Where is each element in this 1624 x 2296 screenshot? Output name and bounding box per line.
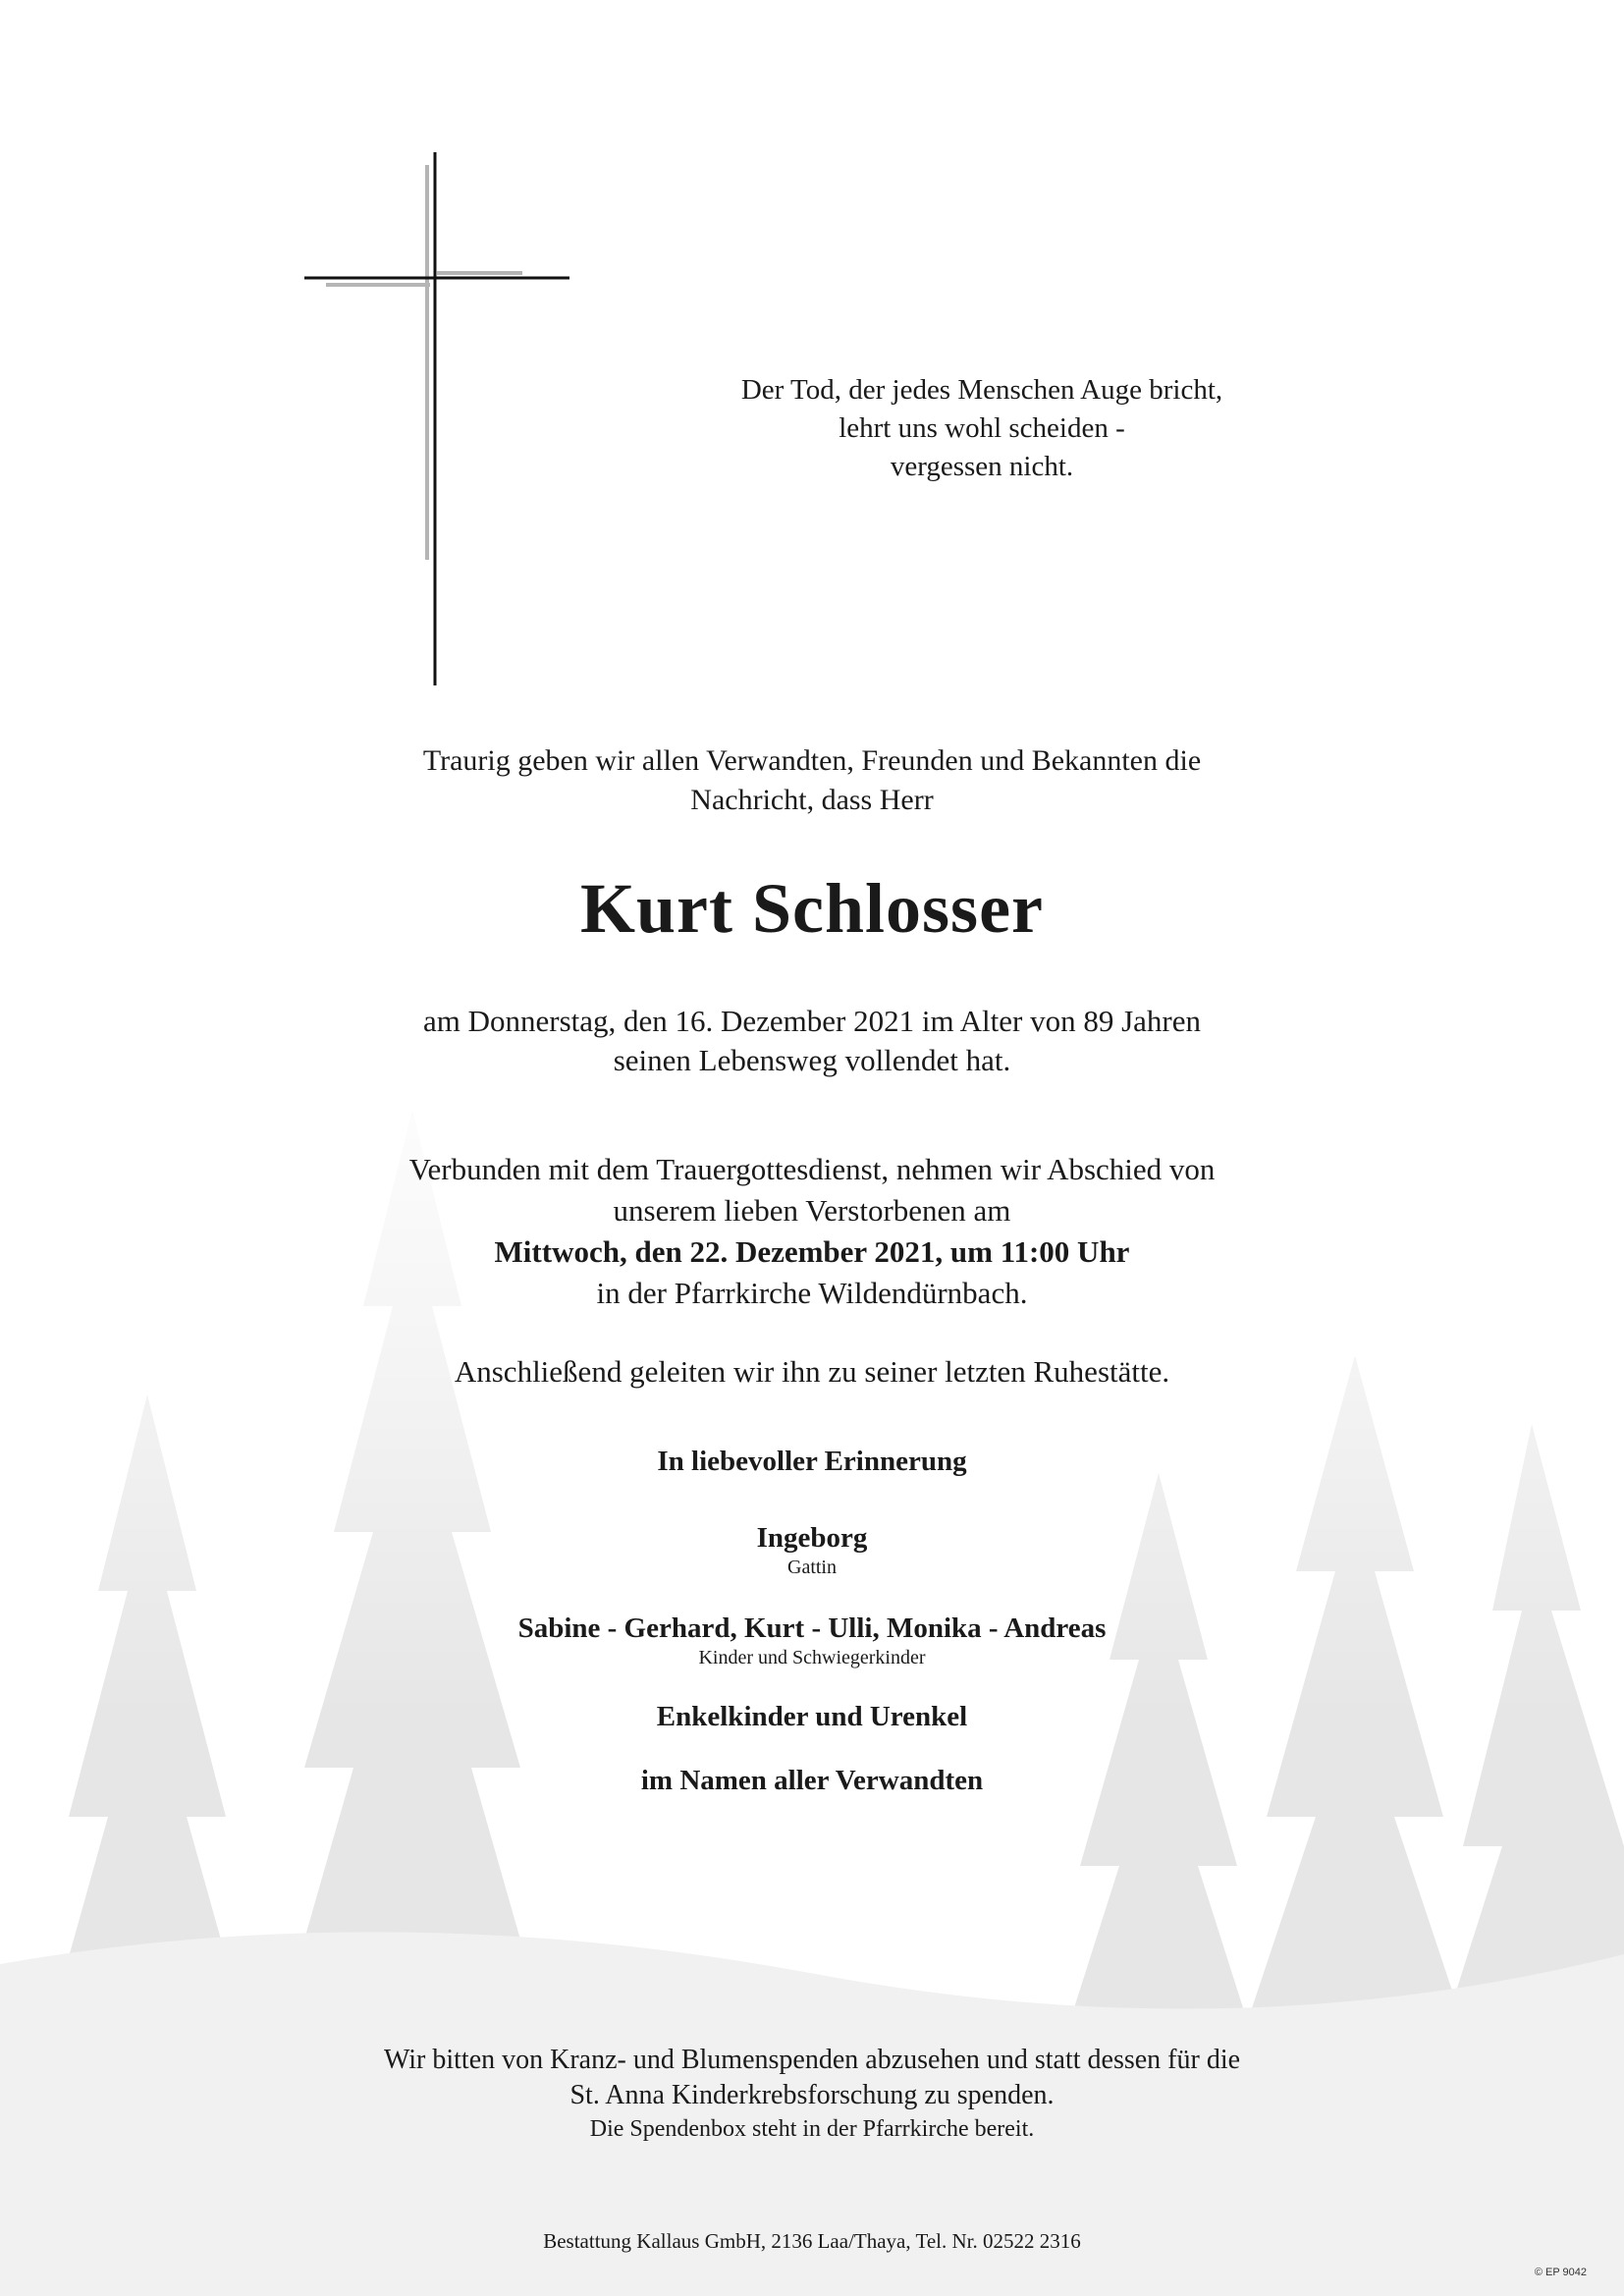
deceased-name: Kurt Schlosser [580, 869, 1044, 948]
mourner-entry [0, 1763, 1624, 1798]
mourner-name: im Namen aller Verwandten [640, 1765, 984, 1796]
service-line: Verbunden mit dem Trauergottesdienst, nehmen wir Abschied von [408, 1152, 1216, 1186]
service-line: unserem lieben Verstorbenen am [613, 1193, 1011, 1228]
poem-line: Der Tod, der jedes Menschen Auge bricht, [740, 374, 1223, 406]
donation-line: Wir bitten von Kranz- und Blumenspenden abzusehen und statt dessen für die [383, 2045, 1241, 2075]
funeral-home-footer: Bestattung Kallaus GmbH, 2136 Laa/Thaya, Tel. Nr. 02522 2316 [543, 2229, 1081, 2253]
mourner-relation: Kinder und Schwiegerkinder [698, 1647, 926, 1668]
donation-line: St. Anna Kinderkrebsforschung zu spenden. [569, 2080, 1055, 2110]
announcement-intro [0, 741, 1624, 820]
intro-line: Traurig geben wir allen Verwandten, Freunden und Bekannten die [422, 744, 1202, 777]
donation-note [0, 2043, 1624, 2145]
poem-line: vergessen nicht. [890, 451, 1074, 482]
cross-icon [295, 147, 579, 692]
memory-heading: In liebevoller Erinnerung [657, 1446, 967, 1477]
intro-line: Nachricht, dass Herr [690, 784, 934, 816]
death-line: seinen Lebensweg vollendet hat. [613, 1043, 1011, 1077]
funeral-service-info [0, 1149, 1624, 1314]
mourner-name: Enkelkinder und Urenkel [656, 1701, 968, 1732]
mourner-entry [0, 1611, 1624, 1669]
donation-line: Die Spendenbox steht in der Pfarrkirche bereit. [589, 2116, 1035, 2142]
mourner-relation: Gattin [787, 1557, 837, 1578]
service-date: Mittwoch, den 22. Dezember 2021, um 11:00 Uhr [494, 1234, 1130, 1269]
burial-info: Anschließend geleiten wir ihn zu seiner letzten Ruhestätte. [454, 1354, 1170, 1389]
poem-line: lehrt uns wohl scheiden - [839, 412, 1125, 444]
poem [687, 371, 1276, 486]
death-line: am Donnerstag, den 16. Dezember 2021 im Alter von 89 Jahren [422, 1004, 1201, 1038]
mourner-name: Sabine - Gerhard, Kurt - Ulli, Monika - Andreas [517, 1613, 1107, 1644]
mourner-entry [0, 1520, 1624, 1579]
mourner-name: Ingeborg [756, 1522, 868, 1554]
death-info [0, 1002, 1624, 1080]
mourner-entry [0, 1699, 1624, 1734]
print-code: © EP 9042 [1534, 2267, 1587, 2278]
service-place: in der Pfarrkirche Wildendürnbach. [596, 1276, 1028, 1310]
